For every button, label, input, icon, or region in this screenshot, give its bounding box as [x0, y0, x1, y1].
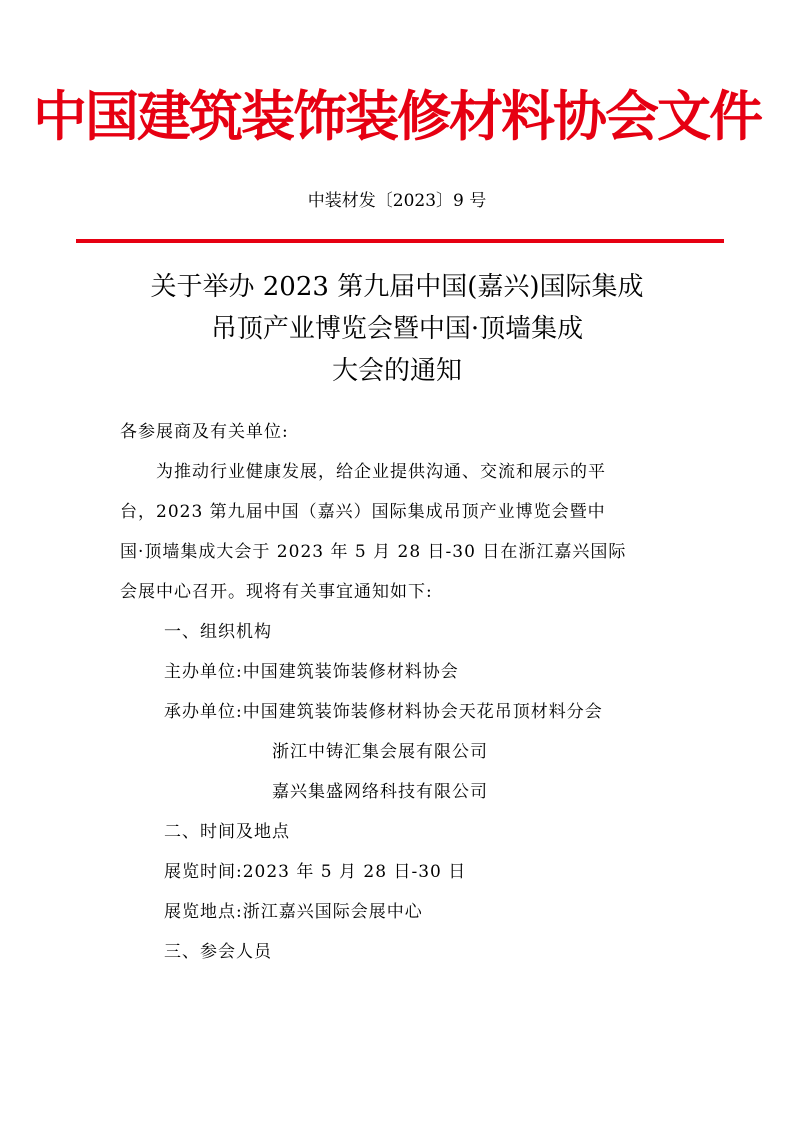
exhibition-place: 展览地点:浙江嘉兴国际会展中心	[164, 902, 423, 922]
document-masthead: 中国建筑装饰装修材料协会文件	[33, 85, 761, 148]
notice-title	[60, 266, 734, 392]
title-line-1: 关于举办 2023 第九届中国(嘉兴)国际集成	[150, 272, 644, 302]
section-2-heading: 二、时间及地点	[164, 822, 290, 842]
red-divider	[76, 239, 724, 243]
exhibition-time: 展览时间:2023 年 5 月 28 日-30 日	[164, 862, 467, 882]
intro-line-4: 会展中心召开。现将有关事宜通知如下:	[120, 582, 433, 602]
organizer-unit-3: 嘉兴集盛网络科技有限公司	[272, 782, 488, 802]
section-1-heading: 一、组织机构	[164, 622, 272, 642]
intro-line-1: 为推动行业健康发展，给企业提供沟通、交流和展示的平	[156, 462, 606, 482]
intro-line-3: 国·顶墙集成大会于 2023 年 5 月 28 日-30 日在浙江嘉兴国际	[120, 542, 627, 562]
title-line-3: 大会的通知	[331, 356, 462, 386]
notice-body	[120, 412, 700, 972]
intro-paragraph	[120, 452, 700, 612]
title-line-2: 吊顶产业博览会暨中国·顶墙集成	[210, 314, 584, 344]
organizer-unit-1: 承办单位:中国建筑装饰装修材料协会天花吊顶材料分会	[164, 702, 603, 722]
intro-line-2: 台，2023 第九届中国（嘉兴）国际集成吊顶产业博览会暨中	[120, 502, 606, 522]
host-unit: 主办单位:中国建筑装饰装修材料协会	[164, 662, 459, 682]
section-3-heading: 三、参会人员	[164, 942, 272, 962]
organizer-unit-2: 浙江中铸汇集会展有限公司	[272, 742, 488, 762]
document-number: 中装材发〔2023〕9 号	[307, 191, 487, 211]
salutation: 各参展商及有关单位:	[120, 422, 289, 442]
